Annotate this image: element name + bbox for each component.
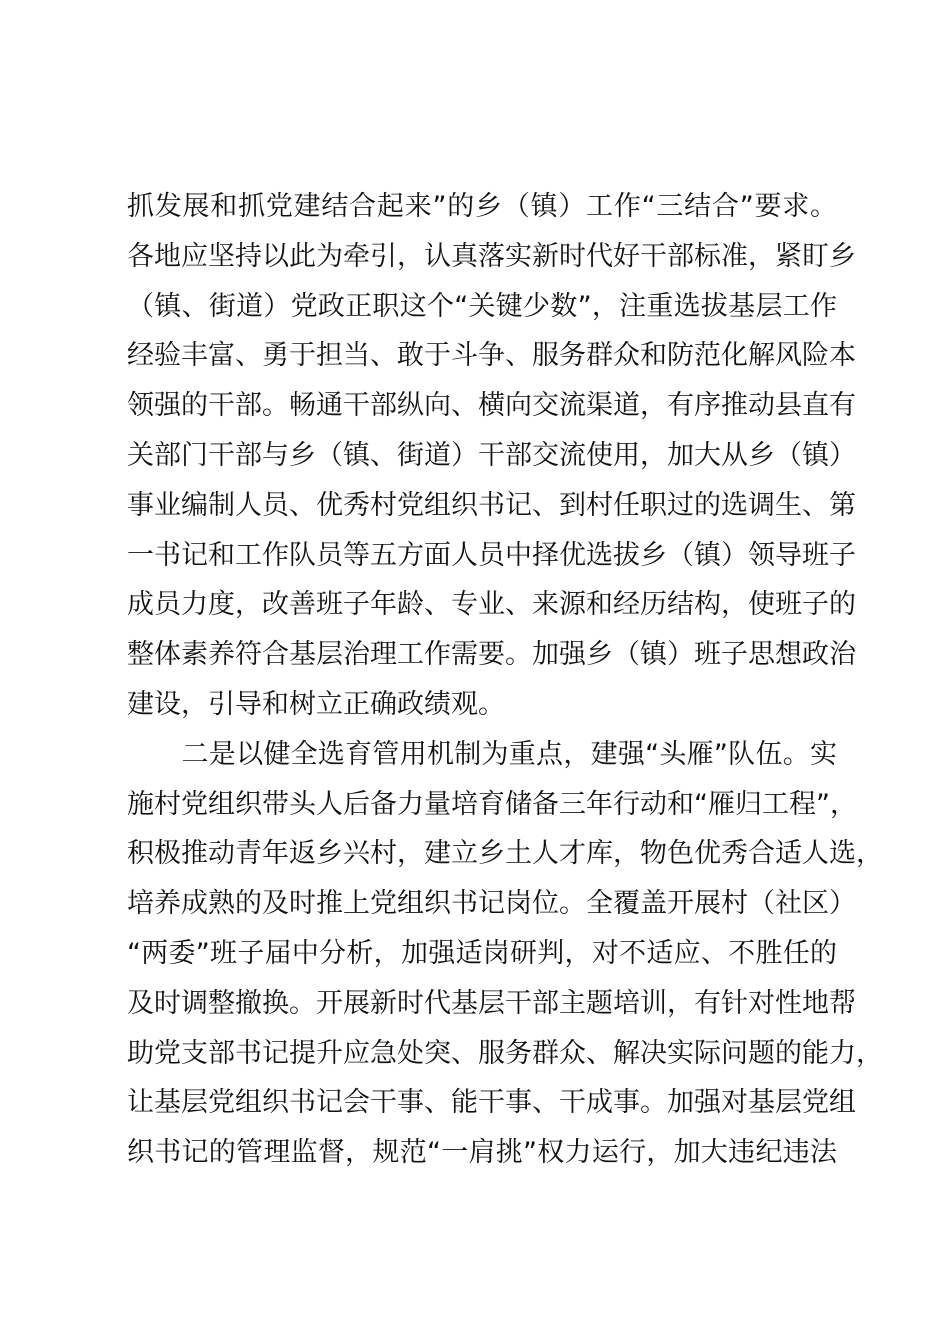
text-line: 抓发展和抓党建结合起来”的乡（镇）工作“三结合”要求。 [127,191,837,222]
paragraph-end-line: 建设，引导和树立正确政绩观。 [127,688,505,720]
text-line: 各地应坚持以此为牵引，认真落实新时代好干部标准，紧盯乡 [127,240,856,272]
text-line: 积极推动青年返乡兴村，建立乡土人才库，物色优秀合适人选， [127,838,883,870]
text-line: 领强的干部。畅通干部纵向、横向交流渠道，有序推动县直有 [127,390,856,422]
text-line: 施村党组织带头人后备力量培育储备三年行动和“雁归工程”， [127,788,857,820]
body-text [127,182,883,1178]
text-line: 织书记的管理监督，规范“一肩挑”权力运行，加大违纪违法 [127,1137,837,1169]
text-line: 培养成熟的及时推上党组织书记岗位。全覆盖开展村（社区） [127,888,856,920]
text-line: 关部门干部与乡（镇、街道）干部交流使用，加大从乡（镇） [127,439,856,471]
text-line: 事业编制人员、优秀村党组织书记、到村任职过的选调生、第 [127,489,856,521]
text-line: 成员力度，改善班子年龄、专业、来源和经历结构，使班子的 [127,589,856,621]
text-line: 一书记和工作队员等五方面人员中择优选拔乡（镇）领导班子 [127,539,856,571]
text-line: “两委”班子届中分析，加强适岗研判，对不适应、不胜任的 [127,937,837,969]
text-line: 经验丰富、勇于担当、敢于斗争、服务群众和防范化解风险本 [127,340,856,372]
text-line: 让基层党组织书记会干事、能干事、干成事。加强对基层党组 [127,1087,856,1119]
text-line: 助党支部书记提升应急处突、服务群众、解决实际问题的能力， [127,1037,883,1069]
text-line: 及时调整撤换。开展新时代基层干部主题培训，有针对性地帮 [127,987,856,1019]
text-line: 整体素养符合基层治理工作需要。加强乡（镇）班子思想政治 [127,639,856,671]
paragraph-start-line: 二是以健全选育管用机制为重点，建强“头雁”队伍。实 [127,738,837,770]
text-line: （镇、街道）党政正职这个“关键少数”，注重选拔基层工作 [127,290,837,322]
